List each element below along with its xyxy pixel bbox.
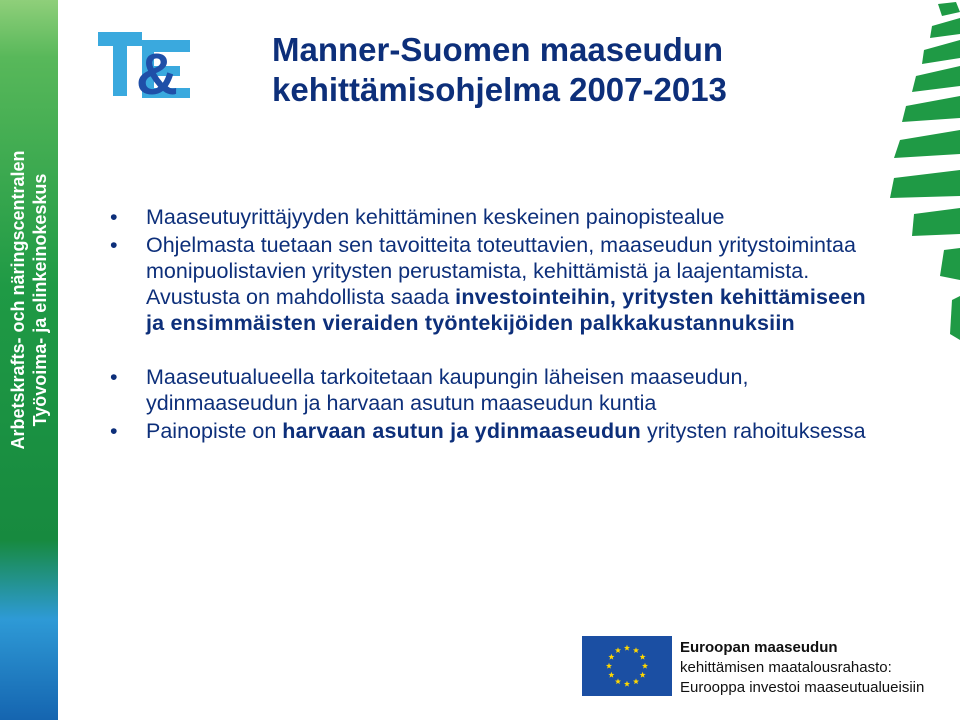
bullet-list	[110, 204, 870, 444]
bullet-text-1: Maaseutuyrittäjyyden kehittäminen keskeinen painopistealue	[146, 205, 725, 229]
bullet-text-4-bold: harvaan asutun ja ydinmaaseudun	[282, 419, 641, 443]
side-banner-line-swedish: Arbetskrafts- och näringscentralen	[8, 150, 28, 450]
page-title	[272, 30, 812, 110]
list-item	[110, 418, 870, 444]
bullet-text-4-pre: Painopiste on	[146, 419, 277, 443]
list-item	[110, 232, 870, 336]
eu-flag	[582, 636, 672, 696]
side-banner-line-finnish: Työvoima- ja elinkeinokeskus	[30, 173, 50, 427]
svg-text:&: &	[136, 42, 178, 102]
title-line-2: kehittämisohjelma 2007-2013	[272, 71, 727, 108]
eu-text-line-2: kehittämisen maatalousrahasto:	[680, 659, 892, 676]
eu-text-line-1: Euroopan maaseudun	[680, 639, 838, 656]
eu-funding-text	[680, 638, 955, 698]
bullet-text-4-post: yritysten rahoituksessa	[646, 419, 866, 443]
te-logo	[96, 30, 196, 102]
bullet-text-2: Ohjelmasta tuetaan sen tavoitteita toteuttavien, maaseudun yritystoimintaa monipuolistavien yritysten perustamista, kehittämistä ja laajentamista. Avustusta on mahdollista saada	[146, 233, 856, 309]
side-banner-text	[7, 150, 51, 449]
bullet-text-3: Maaseutualueella tarkoitetaan kaupungin läheisen maaseudun, ydinmaaseudun ja harvaan asutun maaseudun kuntia	[146, 365, 749, 415]
side-banner	[0, 0, 58, 720]
bullet-text-2-bold: investointeihin, yritysten kehittämiseen ja ensimmäisten vieraiden työntekijöiden palkkakustannuksiin	[146, 285, 866, 335]
title-line-1: Manner-Suomen maaseudun	[272, 31, 724, 68]
eu-text-line-3: Eurooppa investoi maaseutualueisiin	[680, 679, 925, 696]
list-item	[110, 204, 870, 230]
list-item	[110, 364, 870, 416]
